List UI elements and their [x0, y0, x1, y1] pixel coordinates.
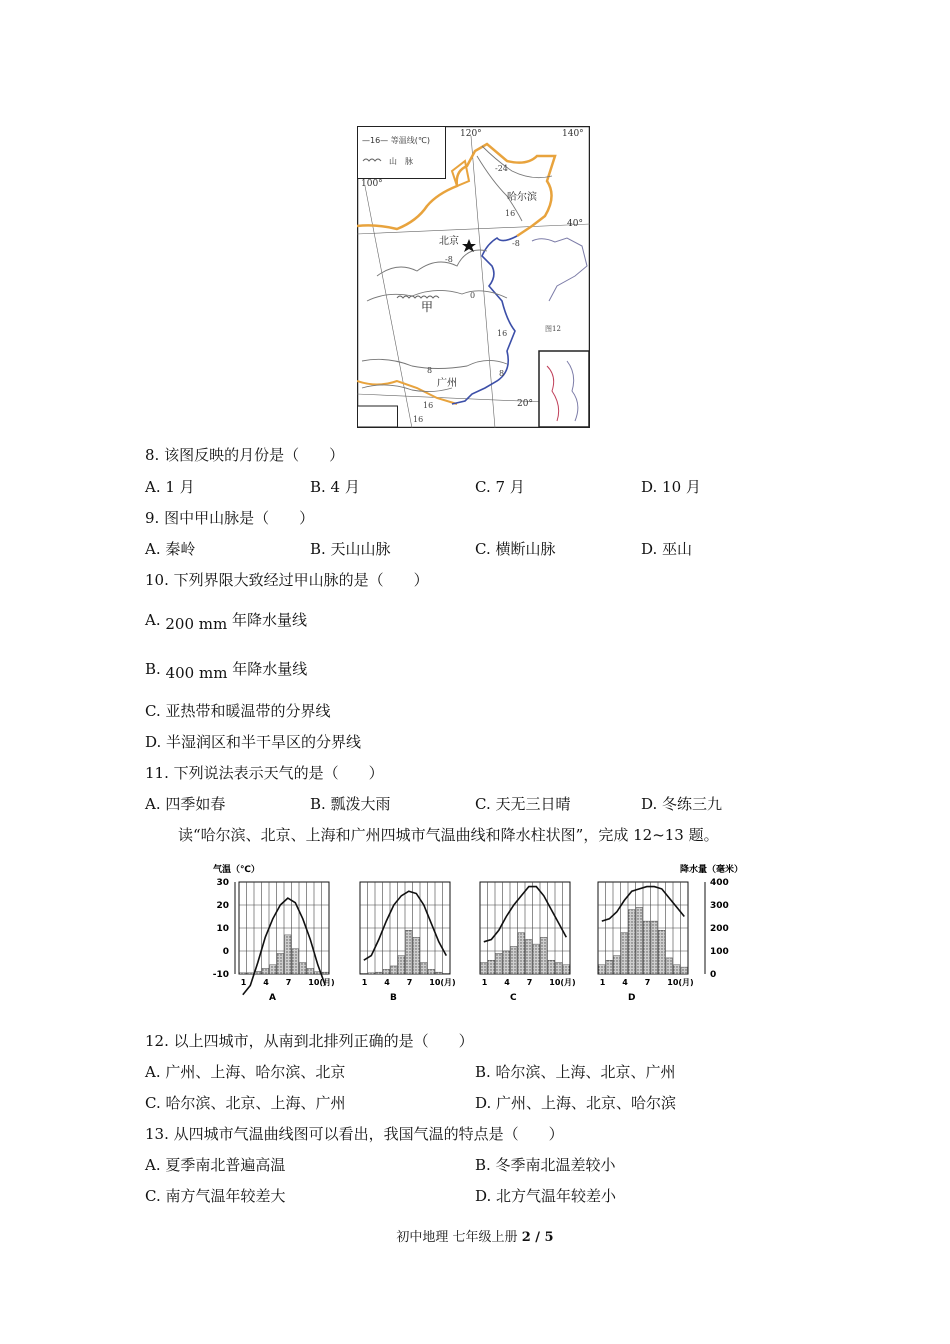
precipitation-bar: [428, 969, 435, 974]
iso-16-south: 16: [423, 401, 434, 410]
q9-option-a[interactable]: A. 秦岭: [145, 540, 196, 558]
page-footer: [0, 1226, 950, 1245]
x-tick-label: 7: [644, 978, 651, 987]
q10-option-c[interactable]: C. 亚热带和暖温带的分界线: [145, 702, 331, 720]
x-tick-label: 1: [599, 978, 606, 987]
x-tick-label: 1: [240, 978, 247, 987]
legend-isotherm: —16— 等温线(℃): [362, 136, 430, 145]
precipitation-bar: [322, 972, 329, 974]
precipitation-bar: [548, 960, 555, 974]
q10-a-prefix: A.: [145, 611, 161, 629]
q9-option-c[interactable]: C. 横断山脉: [475, 540, 556, 558]
iso-16-east: 16: [497, 329, 508, 338]
q12-option-b[interactable]: B. 哈尔滨、上海、北京、广州: [475, 1063, 676, 1081]
precipitation-bar: [681, 967, 688, 974]
iso-neg24: -24: [495, 164, 508, 173]
precipitation-bar: [621, 933, 628, 974]
label-guangzhou: 广州: [437, 378, 457, 389]
precipitation-bar: [526, 940, 533, 975]
precipitation-bar: [277, 953, 284, 974]
precip-axis-title: 降水量（毫米）: [680, 865, 744, 875]
precipitation-bar: [413, 937, 420, 974]
precipitation-bar: [383, 969, 390, 974]
lat-40: 40°: [567, 219, 583, 229]
precip-tick-label: 400: [710, 878, 729, 888]
q8-option-d[interactable]: D. 10 月: [641, 478, 701, 496]
temp-tick-label: 30: [216, 878, 229, 888]
q13-stem: 13. 从四城市气温曲线图可以看出，我国气温的特点是（ ）: [145, 1125, 564, 1143]
q10-option-b[interactable]: [145, 659, 308, 682]
precip-tick-label: 200: [710, 924, 729, 934]
precipitation-bar: [262, 968, 269, 974]
q8-option-b[interactable]: B. 4 月: [310, 478, 360, 496]
q9-stem: 9. 图中甲山脉是（ ）: [145, 509, 315, 527]
q10-stem: 10. 下列界限大致经过甲山脉的是（ ）: [145, 571, 429, 589]
precipitation-bar: [556, 963, 563, 975]
q10-b-prefix: B.: [145, 660, 161, 678]
precipitation-bar: [361, 973, 368, 974]
label-harbin: 哈尔滨: [507, 192, 537, 203]
x-tick-label: 1: [481, 978, 488, 987]
q11-option-c[interactable]: C. 天无三日晴: [475, 795, 571, 813]
q10-b-unit: 400 mm: [165, 664, 228, 682]
iso-16-north: 16: [505, 209, 516, 218]
climate-charts: [205, 858, 745, 1018]
precipitation-bar: [614, 956, 621, 974]
precipitation-bar: [629, 910, 636, 974]
precipitation-bar: [563, 965, 570, 974]
q9-option-b[interactable]: B. 天山山脉: [310, 540, 391, 558]
x-tick-label: 7: [285, 978, 292, 987]
precipitation-bar: [421, 963, 428, 975]
q8-option-a[interactable]: A. 1 月: [145, 478, 195, 496]
series-label: C: [510, 993, 517, 1003]
precipitation-bar: [406, 930, 413, 974]
precipitation-bar: [644, 921, 651, 974]
q10-a-unit: 200 mm: [165, 615, 228, 633]
precipitation-bar: [391, 966, 398, 974]
precip-tick-label: 0: [710, 970, 717, 980]
x-tick-label: 7: [526, 978, 533, 987]
x-tick-label: 4: [504, 978, 510, 987]
q8-stem: 8. 该图反映的月份是（ ）: [145, 446, 345, 464]
footer-text: 初中地理 七年级上册: [396, 1230, 518, 1245]
series-label: B: [390, 993, 397, 1003]
lon-100: 100°: [361, 179, 383, 189]
q11-option-b[interactable]: B. 瓢泼大雨: [310, 795, 391, 813]
precipitation-bar: [503, 951, 510, 974]
x-tick-label: 10(月): [549, 978, 576, 987]
legend-mountain: 山 脉: [389, 157, 413, 166]
inset-label: 图12: [545, 325, 561, 333]
precipitation-bar: [496, 953, 503, 974]
temp-tick-label: -10: [212, 970, 229, 980]
precipitation-bar: [240, 973, 247, 974]
x-tick-label: 10(月): [308, 978, 335, 987]
x-tick-label: 4: [263, 978, 269, 987]
precipitation-bar: [651, 921, 658, 974]
precipitation-bar: [606, 960, 613, 974]
precipitation-bar: [307, 968, 314, 974]
iso-8: 8: [427, 366, 433, 375]
x-tick-label: 10(月): [667, 978, 694, 987]
q11-stem: 11. 下列说法表示天气的是（ ）: [145, 764, 384, 782]
charts-intro: 读“哈尔滨、北京、上海和广州四城市气温曲线和降水柱状图”，完成 12~13 题。: [178, 826, 719, 844]
lon-140: 140°: [562, 129, 584, 139]
q10-option-d[interactable]: D. 半湿润区和半干旱区的分界线: [145, 733, 362, 751]
q11-option-a[interactable]: A. 四季如春: [145, 795, 226, 813]
precipitation-bar: [511, 946, 518, 974]
precipitation-bar: [666, 958, 673, 974]
precipitation-bar: [488, 960, 495, 974]
precipitation-bar: [292, 949, 299, 974]
iso-16-sw: 16: [413, 415, 424, 424]
q9-option-d[interactable]: D. 巫山: [641, 540, 693, 558]
q10-a-suffix: 年降水量线: [232, 611, 308, 629]
precipitation-bar: [270, 965, 277, 974]
x-tick-label: 4: [622, 978, 628, 987]
precipitation-bar: [541, 937, 548, 974]
precipitation-bar: [300, 963, 307, 975]
iso-neg8-east: -8: [512, 239, 520, 248]
q10-option-a[interactable]: [145, 610, 308, 633]
precip-tick-label: 100: [710, 947, 729, 957]
x-tick-label: 4: [384, 978, 390, 987]
x-tick-label: 10(月): [429, 978, 456, 987]
precipitation-bar: [599, 965, 606, 974]
precipitation-bar: [636, 907, 643, 974]
page-number: 2 / 5: [521, 1230, 554, 1245]
iso-8-east: 8: [499, 369, 505, 378]
temp-axis-title: 气温（℃）: [213, 865, 260, 875]
series-label: D: [628, 993, 636, 1003]
x-tick-label: 7: [406, 978, 413, 987]
q12-option-a[interactable]: A. 广州、上海、哈尔滨、北京: [145, 1063, 346, 1081]
q12-option-c[interactable]: C. 哈尔滨、北京、上海、广州: [145, 1094, 346, 1112]
q13-option-c[interactable]: C. 南方气温年较差大: [145, 1187, 286, 1205]
q8-option-c[interactable]: C. 7 月: [475, 478, 525, 496]
x-tick-label: 1: [361, 978, 368, 987]
lat-20: 20°: [517, 399, 533, 409]
precipitation-bar: [533, 944, 540, 974]
precipitation-bar: [285, 935, 292, 974]
isotherm-map: [357, 126, 590, 428]
precipitation-bar: [247, 973, 254, 974]
iso-neg8: -8: [445, 255, 453, 264]
precipitation-bar: [436, 972, 443, 974]
q11-option-d[interactable]: D. 冬练三九: [641, 795, 723, 813]
precipitation-bar: [659, 930, 666, 974]
precipitation-bar: [481, 963, 488, 975]
precipitation-bar: [518, 933, 525, 974]
q12-stem: 12. 以上四城市，从南到北排列正确的是（ ）: [145, 1032, 474, 1050]
series-label: A: [269, 993, 276, 1003]
precipitation-bar: [368, 973, 375, 974]
label-beijing: 北京: [439, 236, 459, 247]
q13-option-d[interactable]: D. 北方气温年较差小: [475, 1187, 617, 1205]
label-jia: 甲: [421, 300, 434, 314]
precipitation-bar: [398, 956, 405, 974]
precipitation-bar: [674, 965, 681, 974]
precip-tick-label: 300: [710, 901, 729, 911]
lon-120: 120°: [460, 129, 482, 139]
q12-option-d[interactable]: D. 广州、上海、北京、哈尔滨: [475, 1094, 677, 1112]
precipitation-bar: [443, 973, 450, 974]
q13-option-a[interactable]: A. 夏季南北普遍高温: [145, 1156, 286, 1174]
iso-0: 0: [470, 291, 476, 300]
temp-tick-label: 20: [216, 901, 229, 911]
temp-tick-label: 10: [216, 924, 229, 934]
q10-b-suffix: 年降水量线: [232, 660, 308, 678]
q13-option-b[interactable]: B. 冬季南北温差较小: [475, 1156, 616, 1174]
temp-tick-label: 0: [222, 947, 229, 957]
precipitation-bar: [376, 972, 383, 974]
